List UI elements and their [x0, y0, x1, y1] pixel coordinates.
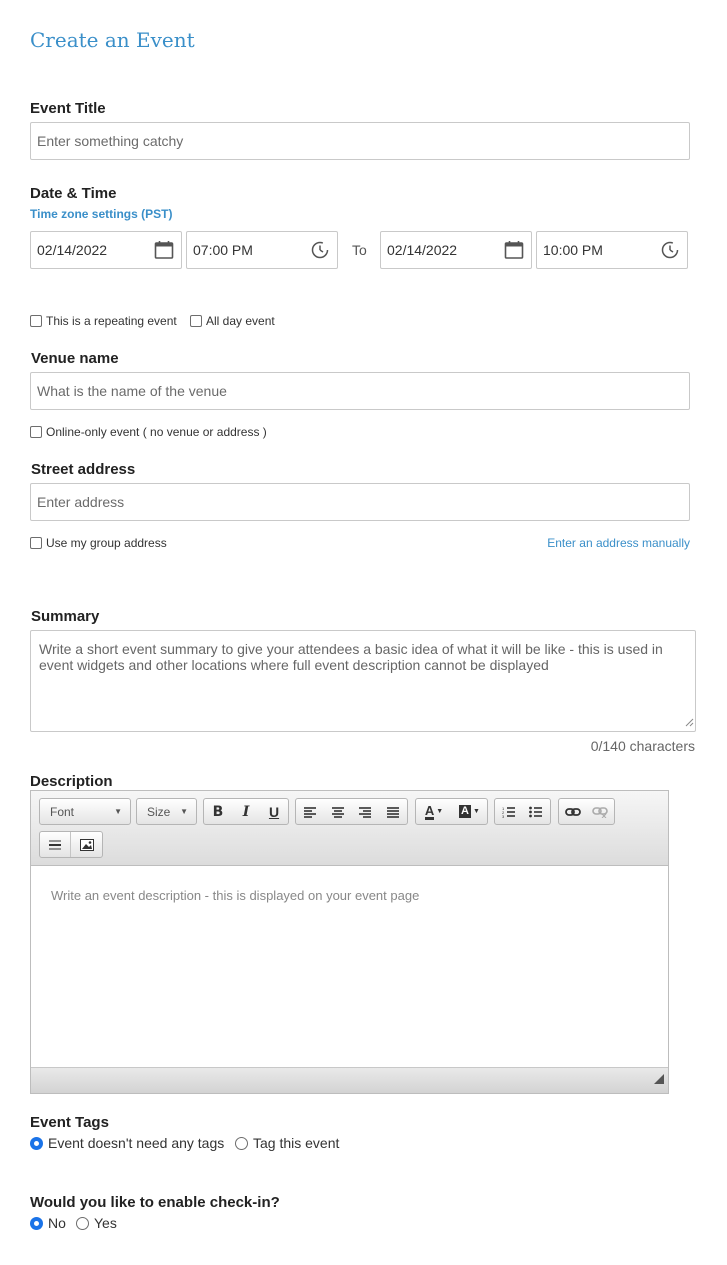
venue-name-input[interactable]: What is the name of the venue: [30, 372, 690, 410]
horizontal-rule-icon[interactable]: [40, 832, 71, 857]
description-editor-body[interactable]: [31, 866, 668, 1067]
list-group: [494, 798, 551, 825]
svg-text:3: 3: [501, 813, 504, 818]
text-style-group: [203, 798, 289, 825]
resize-grip-icon[interactable]: [654, 1071, 664, 1089]
all-day-option[interactable]: [190, 314, 275, 328]
svg-text:2: 2: [501, 809, 504, 815]
align-right-icon[interactable]: [352, 799, 380, 824]
date-time-label: Date & Time: [30, 185, 117, 202]
chevron-down-icon: ▼: [114, 807, 122, 816]
justify-icon[interactable]: [379, 799, 407, 824]
street-address-label: Street address: [31, 461, 136, 478]
checkin-no-radio[interactable]: [30, 1217, 43, 1230]
description-editor: [30, 790, 669, 1094]
no-tags-option[interactable]: [30, 1135, 224, 1151]
manual-address-link[interactable]: Enter an address manually: [547, 536, 690, 550]
checkin-label: Would you like to enable check-in?: [30, 1194, 280, 1211]
tag-event-label: Tag this event: [253, 1135, 340, 1151]
online-only-checkbox[interactable]: [30, 426, 42, 438]
size-combo-label: Size: [147, 804, 171, 819]
resize-grip-icon[interactable]: [685, 714, 694, 730]
end-time-value: 10:00 PM: [543, 242, 603, 258]
tag-event-radio[interactable]: [235, 1137, 248, 1150]
start-date-field[interactable]: [30, 231, 182, 269]
size-combo[interactable]: [136, 798, 197, 825]
page-title: Create an Event: [30, 28, 195, 52]
unlink-icon[interactable]: [587, 799, 615, 824]
start-time-field[interactable]: [186, 231, 338, 269]
end-date-field[interactable]: [380, 231, 532, 269]
summary-textarea[interactable]: [30, 630, 696, 732]
font-combo[interactable]: [39, 798, 131, 825]
align-center-icon[interactable]: [324, 799, 352, 824]
online-only-option[interactable]: [30, 425, 267, 439]
checkin-no-option[interactable]: [30, 1215, 66, 1231]
chevron-down-icon: ▼: [180, 807, 188, 816]
start-time-value: 07:00 PM: [193, 242, 253, 258]
event-title-input[interactable]: Enter something catchy: [30, 122, 690, 160]
end-date-value: 02/14/2022: [387, 242, 458, 258]
checkin-yes-radio[interactable]: [76, 1217, 89, 1230]
repeating-event-option[interactable]: [30, 314, 177, 328]
all-day-label: All day event: [206, 314, 275, 328]
start-date-value: 02/14/2022: [37, 242, 108, 258]
group-address-checkbox[interactable]: [30, 537, 42, 549]
editor-toolbar: [31, 791, 668, 866]
link-icon[interactable]: [559, 799, 587, 824]
checkin-yes-label: Yes: [94, 1215, 117, 1231]
image-icon[interactable]: [71, 832, 102, 857]
venue-name-label: Venue name: [31, 350, 119, 367]
event-tags-label: Event Tags: [30, 1114, 109, 1131]
bulleted-list-icon[interactable]: [523, 799, 551, 824]
numbered-list-icon[interactable]: [495, 799, 523, 824]
tag-event-option[interactable]: [235, 1135, 339, 1151]
clock-icon[interactable]: [659, 239, 681, 261]
summary-char-counter: 0/140 characters: [590, 738, 695, 754]
font-combo-label: Font: [50, 804, 75, 819]
all-day-checkbox[interactable]: [190, 315, 202, 327]
editor-status-bar: [31, 1067, 668, 1093]
svg-text:1: 1: [501, 805, 504, 811]
repeating-event-label: This is a repeating event: [46, 314, 177, 328]
alignment-group: [295, 798, 408, 825]
summary-label: Summary: [31, 608, 100, 625]
align-left-icon[interactable]: [296, 799, 324, 824]
description-label: Description: [30, 773, 113, 790]
bold-icon[interactable]: B: [212, 803, 224, 820]
group-address-label: Use my group address: [46, 536, 167, 550]
underline-icon[interactable]: U: [268, 803, 280, 820]
no-tags-radio[interactable]: [30, 1137, 43, 1150]
date-range-separator: To: [352, 242, 367, 258]
no-tags-label: Event doesn't need any tags: [48, 1135, 225, 1151]
checkin-no-label: No: [48, 1215, 66, 1231]
calendar-icon[interactable]: [503, 239, 525, 261]
background-color-icon[interactable]: A ▼: [461, 805, 480, 817]
online-only-label: Online-only event ( no venue or address ): [46, 425, 267, 439]
street-address-input[interactable]: Enter address: [30, 483, 690, 521]
timezone-settings-link[interactable]: Time zone settings (PST): [30, 207, 173, 221]
link-group: [558, 798, 615, 825]
repeating-event-checkbox[interactable]: [30, 315, 42, 327]
calendar-icon[interactable]: [153, 239, 175, 261]
color-group: [415, 798, 488, 825]
event-title-label: Event Title: [30, 100, 106, 117]
group-address-option[interactable]: [30, 536, 167, 550]
insert-group: [39, 831, 103, 858]
text-color-icon[interactable]: A ▼: [424, 802, 444, 818]
clock-icon[interactable]: [309, 239, 331, 261]
summary-placeholder: Write a short event summary to give your attendees a basic idea of what it will be like - this is used in event widgets and other locations where full event description cannot be displayed: [39, 641, 663, 673]
description-placeholder: Write an event description - this is displayed on your event page: [51, 888, 420, 903]
checkin-yes-option[interactable]: [76, 1215, 117, 1231]
italic-icon[interactable]: I: [242, 803, 250, 820]
end-time-field[interactable]: [536, 231, 688, 269]
